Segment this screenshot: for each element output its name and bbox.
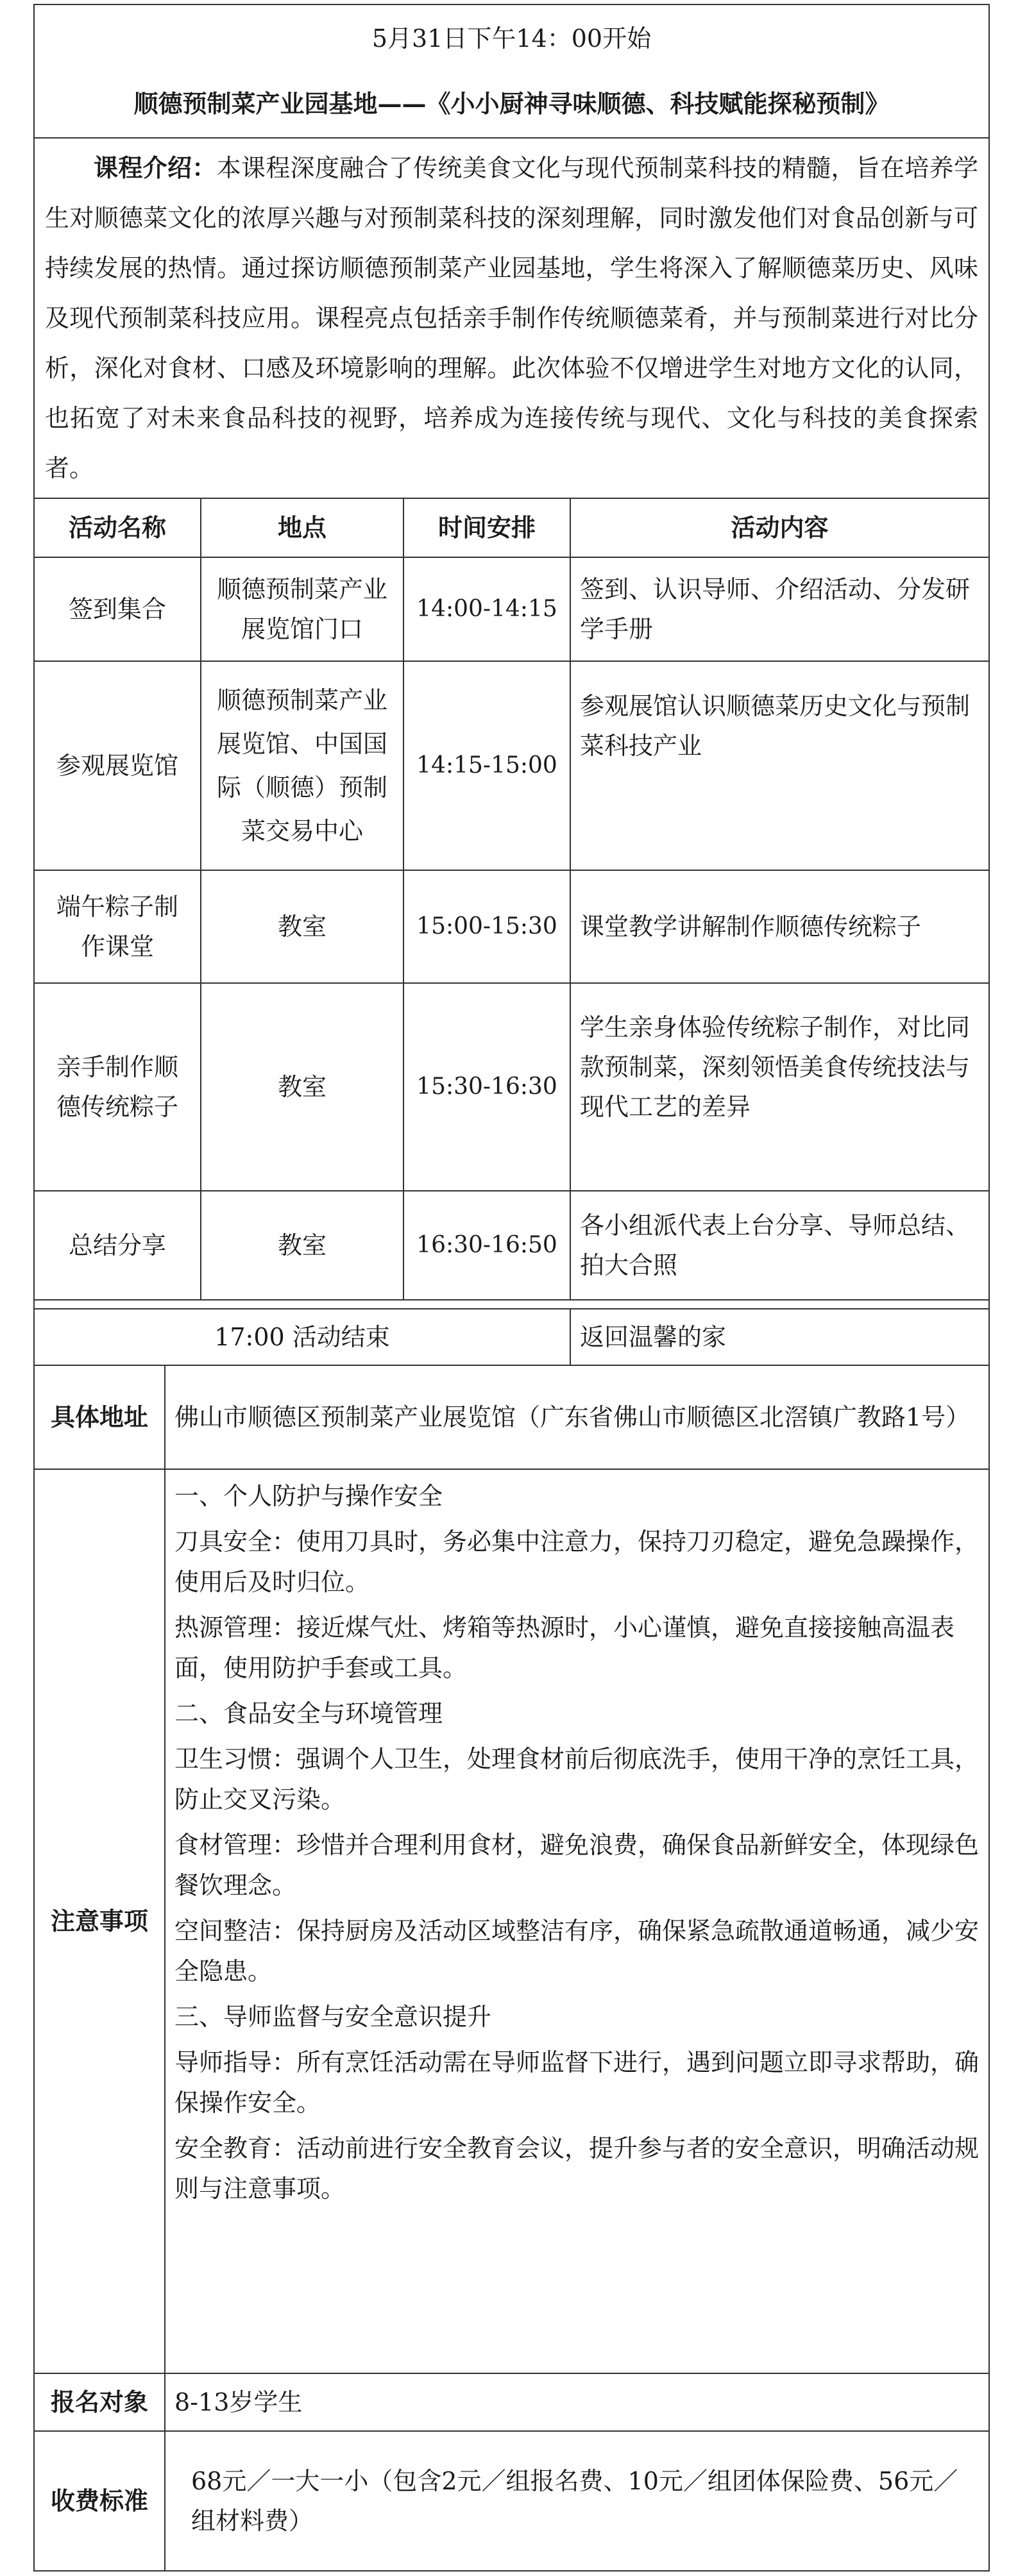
notes-item: 热源管理：接近煤气灶、烤箱等热源时，小心谨慎，避免直接接触高温表面，使用防护手套或工具。 — [174, 1613, 955, 1682]
intro-text: 本课程深度融合了传统美食文化与现代预制菜科技的精髓，旨在培养学生对顺德菜文化的浓厚兴趣与对预制菜科技的深刻理解，同时激发他们对食品创新与可持续发展的热情。通过探访顺德预制菜产业园基地，学生将深入了解顺德菜历史、风味及现代预制菜科技应用。课程亮点包括亲手制作传统顺德菜肴，并与预制菜进行对比分析，深化对食材、口感及环境影响的理解。此次体验不仅增进学生对地方文化的认同，也拓宽了对未来食品科技的视野，培养成为连接传统与现代、文化与科技的美食探索者。 — [45, 154, 978, 482]
table-row-time: 14:15-15:00 — [416, 752, 557, 779]
return-home: 返回温馨的家 — [580, 1323, 727, 1351]
fee-value: 68元／一大一小（包含2元／组报名费、10元／组团体保险费、56元／组材料费） — [191, 2467, 958, 2535]
notes-item: 空间整洁：保持厨房及活动区域整洁有序，确保紧急疏散通道畅通，减少安全隐患。 — [174, 1917, 980, 1985]
table-row-time: 15:30-16:30 — [416, 1073, 557, 1100]
notes-section-heading: 二、食品安全与环境管理 — [174, 1699, 443, 1728]
notes-item: 食材管理：珍惜并合理利用食材，避免浪费，确保食品新鲜安全，体现绿色餐饮理念。 — [174, 1831, 980, 1899]
table-row-name: 总结分享 — [68, 1231, 166, 1259]
page-title: 顺德预制菜产业园基地——《小小厨神寻味顺德、科技赋能探秘预制》 — [133, 89, 890, 118]
table-row-time: 16:30-16:50 — [416, 1232, 557, 1258]
notes-item: 卫生习惯：强调个人卫生，处理食材前后彻底洗手，使用干净的烹饪工具，防止交叉污染。 — [174, 1745, 980, 1814]
col-header-name: 活动名称 — [68, 513, 166, 542]
table-row-place: 教室 — [277, 913, 327, 941]
target-value: 8-13岁学生 — [174, 2388, 303, 2416]
table-row-content: 各小组派代表上台分享、导师总结、拍大合照 — [580, 1211, 971, 1279]
notes-label: 注意事项 — [50, 1907, 148, 1935]
target-label: 报名对象 — [50, 2387, 148, 2416]
table-row-name: 端午粽子制作课堂 — [56, 893, 178, 961]
notes-item: 刀具安全：使用刀具时，务必集中注意力，保持刀刃稳定，避免急躁操作，使用后及时归位。 — [174, 1528, 980, 1596]
col-header-content: 活动内容 — [731, 513, 829, 542]
table-row-place: 教室 — [277, 1231, 327, 1259]
table-row-place: 教室 — [277, 1073, 327, 1101]
col-header-place: 地点 — [277, 513, 327, 542]
table-row-content: 课堂教学讲解制作顺德传统粽子 — [580, 913, 922, 941]
divider — [33, 1299, 990, 1301]
course-intro — [35, 139, 988, 498]
notes-section-heading: 一、个人防护与操作安全 — [174, 1482, 443, 1510]
intro-label: 课程介绍： — [94, 153, 217, 182]
date-line: 5月31日下午14：00开始 — [371, 24, 652, 53]
table-row-content: 学生亲身体验传统粽子制作，对比同款预制菜，深刻领悟美食传统技法与现代工艺的差异 — [580, 1013, 971, 1121]
table-row-place: 顺德预制菜产业展览馆、中国国际（顺德）预制菜交易中心 — [216, 686, 387, 845]
notes-item: 安全教育：活动前进行安全教育会议，提升参与者的安全意识，明确活动规则与注意事项。 — [174, 2134, 980, 2203]
table-row-name: 亲手制作顺德传统粽子 — [56, 1053, 178, 1121]
table-row-time: 15:00-15:30 — [416, 913, 557, 939]
address-label: 具体地址 — [50, 1402, 148, 1431]
border-right — [988, 4, 990, 2572]
col-header-time: 时间安排 — [437, 513, 536, 542]
fee-label: 收费标准 — [50, 2486, 148, 2515]
notes-item: 导师指导：所有烹饪活动需在导师监督下进行，遇到问题立即寻求帮助，确保操作安全。 — [174, 2048, 980, 2117]
table-row-content: 参观展馆认识顺德菜历史文化与预制菜科技产业 — [580, 692, 971, 760]
table-row-name: 签到集合 — [68, 595, 166, 623]
activity-end: 17:00 活动结束 — [214, 1323, 390, 1351]
notes-section-heading: 三、导师监督与安全意识提升 — [174, 2003, 492, 2031]
table-row-time: 14:00-14:15 — [416, 596, 557, 622]
address-value: 佛山市顺德区预制菜产业展览馆（广东省佛山市顺德区北滘镇广教路1号） — [174, 1403, 971, 1431]
border-bottom — [33, 2570, 990, 2572]
table-row-name: 参观展览馆 — [56, 752, 178, 780]
table-row-content: 签到、认识导师、介绍活动、分发研学手册 — [580, 575, 971, 643]
notes-body — [165, 1470, 988, 2373]
table-row-place: 顺德预制菜产业展览馆门口 — [216, 575, 387, 643]
